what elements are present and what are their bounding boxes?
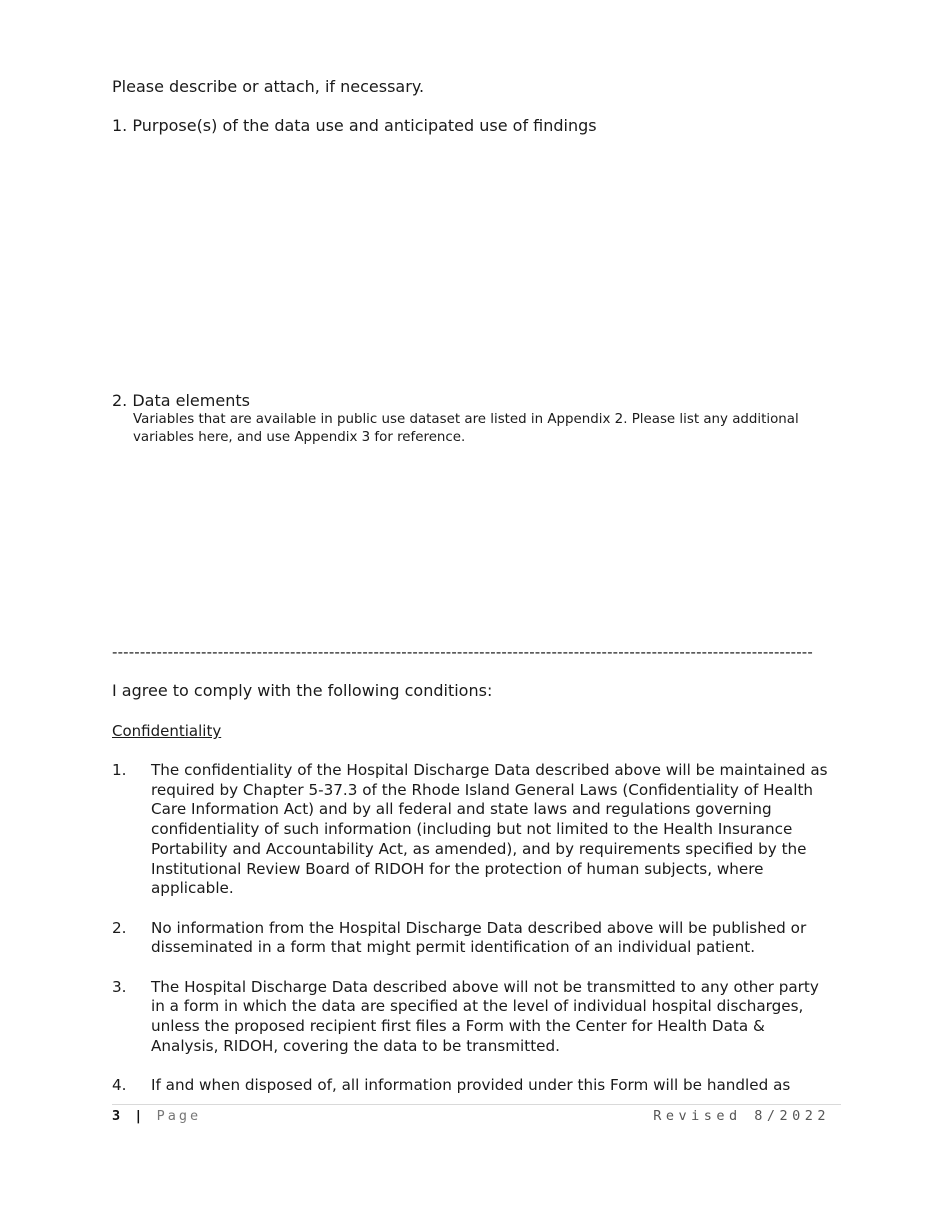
list-item-text: No information from the Hospital Discharge Data described above will be published or disseminated in a form that might permit identification of an individual patient.	[151, 918, 807, 957]
section-heading-confidentiality: Confidentiality	[112, 722, 222, 740]
footer-page-indicator	[112, 1108, 201, 1124]
list-item-number: 1.	[112, 761, 127, 779]
intro-text: Please describe or attach, if necessary.	[112, 77, 425, 96]
list-item-number: 2.	[112, 918, 127, 937]
list-item	[112, 978, 828, 1057]
agreement-statement: I agree to comply with the following conditions:	[112, 681, 493, 700]
question-2-note: Variables that are available in public use dataset are listed in Appendix 2. Please list any additional variables here, and use Appendix 3 for reference.	[133, 412, 799, 445]
list-item	[112, 1076, 828, 1096]
question-1-title: 1. Purpose(s) of the data use and anticipated use of findings	[112, 116, 597, 135]
list-item-number: 4.	[112, 1075, 127, 1094]
list-item	[112, 919, 828, 958]
revision-date: Revised 8/2022	[653, 1108, 830, 1124]
question-2-title: 2. Data elements	[112, 391, 250, 410]
list-item-text: The confidentiality of the Hospital Discharge Data described above will be maintained as required by Chapter 5-37.3 of the Rhode Island General Laws (Confidentiality of Health Care Information Act) and by all federal and state laws and regulations governing confidentiality of such information (including but not limited to the Health Insurance Portability and Accountability Act, as amended), and by requirements specified by the Institutional Review Board of RIDOH for the protection of human subjects, where applicable.	[151, 761, 828, 898]
list-item-text: The Hospital Discharge Data described above will not be transmitted to any other party in a form in which the data are specified at the level of individual hospital discharges, unless the proposed recipient first files a Form with the Center for Health Data & Analysis, RIDOH, covering the data to be transmitted.	[151, 977, 819, 1055]
page-label: Page	[156, 1108, 202, 1124]
list-item-number: 3.	[112, 977, 127, 996]
list-item	[112, 761, 828, 899]
conditions-list	[112, 761, 828, 1115]
list-item-text: If and when disposed of, all information provided under this Form will be handled as	[151, 1075, 791, 1094]
page-number: 3	[112, 1108, 124, 1124]
separator-line: ------------------------------------------------------------------------------------------------------------------------------	[112, 643, 813, 661]
footer-separator: |	[134, 1108, 146, 1124]
footer-divider	[112, 1104, 841, 1105]
